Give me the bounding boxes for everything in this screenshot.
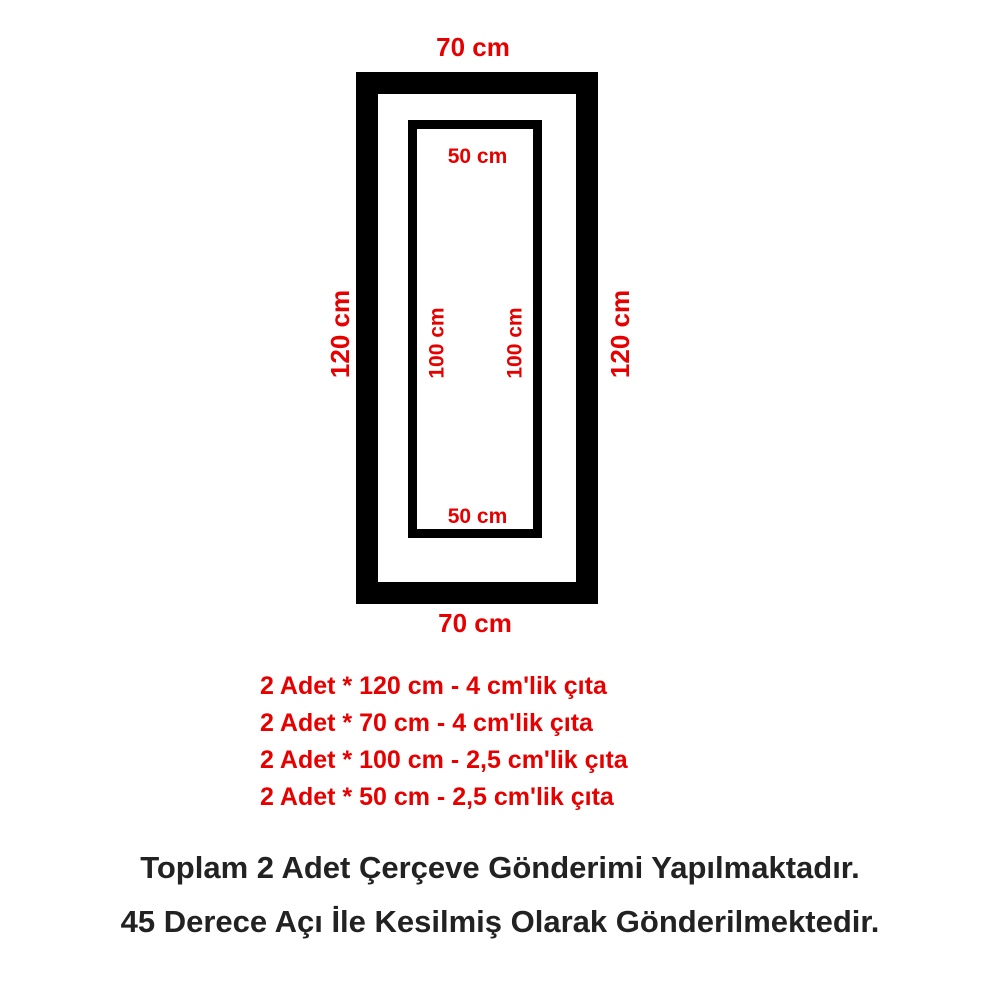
inner-bottom-dimension: 50 cm bbox=[447, 505, 508, 528]
parts-list-item: 2 Adet * 50 cm - 2,5 cm'lik çıta bbox=[260, 783, 614, 811]
parts-list bbox=[260, 671, 628, 819]
outer-right-dimension: 120 cm bbox=[605, 289, 635, 379]
cut-angle-note: 45 Derece Açı İle Kesilmiş Olarak Gönderilmektedir. bbox=[120, 904, 880, 939]
parts-list-item: 2 Adet * 70 cm - 4 cm'lik çıta bbox=[260, 709, 593, 737]
outer-bottom-dimension: 70 cm bbox=[438, 608, 512, 638]
inner-top-dimension: 50 cm bbox=[447, 145, 508, 168]
parts-list-item: 2 Adet * 120 cm - 4 cm'lik çıta bbox=[260, 672, 607, 700]
inner-right-dimension: 100 cm bbox=[503, 307, 527, 379]
outer-left-dimension: 120 cm bbox=[325, 289, 355, 379]
inner-left-dimension: 100 cm bbox=[425, 307, 449, 379]
shipment-note: Toplam 2 Adet Çerçeve Gönderimi Yapılmaktadır. bbox=[140, 850, 860, 885]
parts-list-item: 2 Adet * 100 cm - 2,5 cm'lik çıta bbox=[260, 746, 628, 774]
outer-top-dimension: 70 cm bbox=[436, 32, 510, 62]
